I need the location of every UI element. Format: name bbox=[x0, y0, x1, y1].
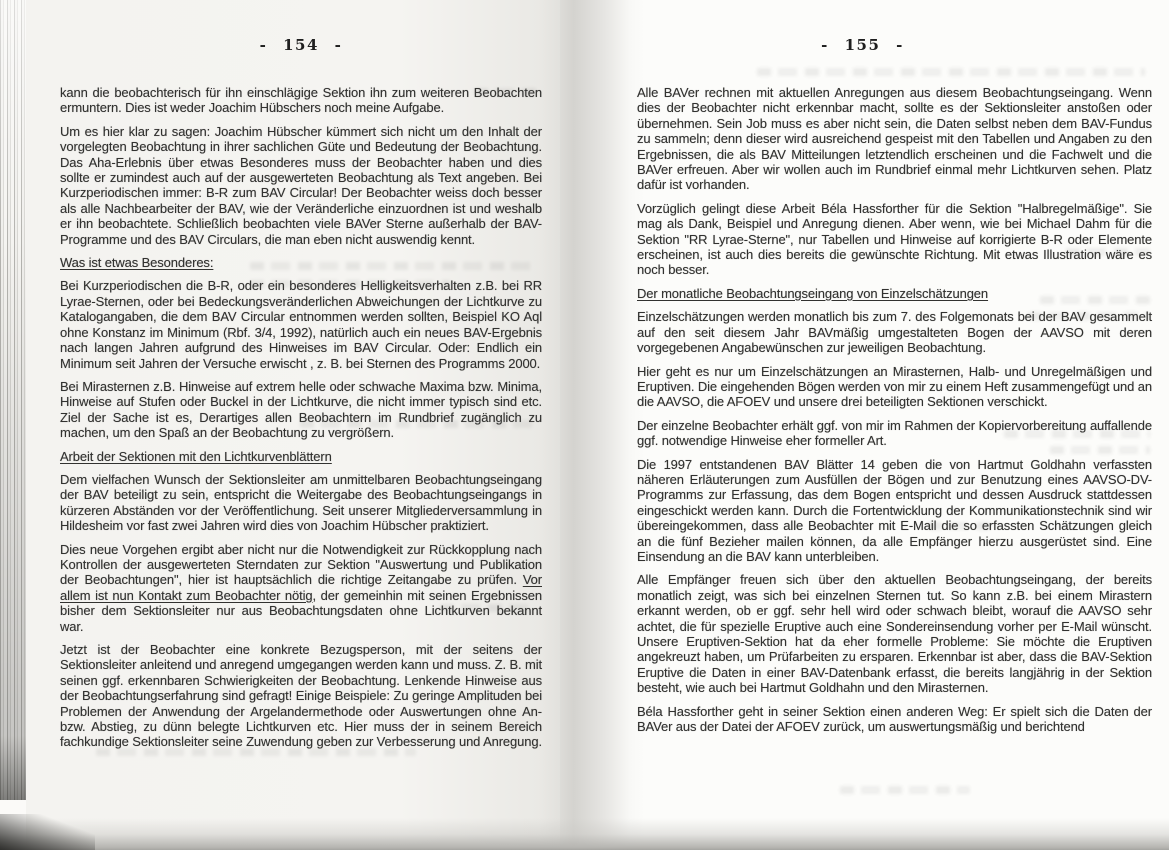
print-bleedthrough bbox=[1028, 312, 1150, 320]
scanner-bottom-shadow bbox=[0, 818, 1169, 850]
underlined-phrase: Vor allem ist nun Kontakt zum Beobachter nötig bbox=[60, 572, 542, 603]
paragraph: Bei Kurzperiodischen die B-R, oder ein besonderes Helligkeitsverhalten z.B. bei RR Lyrae-Sternen, oder bei Bedeckungsveränderlichen Abweichungen der Lichtkurve zu Katalogangaben, die dem BAV Circular entnommen werden sollten, Beispiel KO Aql ohne Konstanz im Minimum (Rbf. 3/4, 1992), natürlich auch ein neues BAV-Ergebnis nach langen Jahren aufgrund des Hinweises im BAV Circular. Oder: Endlich ein Minimum seit Jahren der Versuche erwischt , z. B. bei Sternen des Programms 2000. bbox=[60, 278, 542, 371]
paragraph: Jetzt ist der Beobachter eine konkrete Bezugsperson, mit der seitens der Sektionsleiter anleitend und anregend umgegangen werden kann und muss. Z. B. mit seinen ggf. erkennbaren Schwierigkeiten der Beobachtung. Lenkende Hinweise aus der Beobachtungserfahrung sind gefragt! Einige Beispiele: Zu geringe Amplituden bei Problemen der Anwendung der Argelandermethode oder Auswertungen ohne An- bzw. Abstieg, zu dünn belegte Lichtkurven etc. Hier muss der in seinem Bereich fachkundige Sektionsleiter seine Zuwendung geben zur Verbesserung und Anregung. bbox=[60, 642, 542, 750]
print-bleedthrough bbox=[1050, 446, 1150, 454]
section-heading: Was ist etwas Besonderes: bbox=[60, 255, 214, 271]
print-bleedthrough bbox=[300, 420, 536, 428]
page-edge-stripes bbox=[0, 0, 26, 800]
page-number-155: - 155 - bbox=[821, 36, 904, 54]
print-bleedthrough bbox=[250, 262, 536, 270]
paragraph: Vorzüglich gelingt diese Arbeit Béla Hassforther für die Sektion "Halbregelmäßige". Sie mag als Dank, Beispiel und Anregung dienen. Aber wenn, wie bei Michael Dahm für die Sektion "RR Lyrae-Sterne", nur Tabellen und Hinweise auf korrigierte B-R oder Elemente erscheinen, ist auch dies bereits die gewünschte Richtung. Mit etwas Illustration wäre es noch besser. bbox=[637, 200, 1152, 278]
print-bleedthrough bbox=[1040, 296, 1150, 304]
scanner-corner-shadow bbox=[0, 814, 95, 850]
book-gutter bbox=[560, 0, 645, 850]
print-bleedthrough bbox=[928, 522, 998, 530]
print-bleedthrough bbox=[757, 68, 1145, 76]
paragraph: Dem vielfachen Wunsch der Sektionsleiter am unmittelbaren Beobachtungseingang der BAV beteiligt zu sein, entspricht die Weitergabe des Beobachtungseingangs in kürzeren Abständen vor der Veröffentlichung. Seit unserer Mitgliederversammlung in Hildesheim vor fast zwei Jahren wird dies von Joachim Hübscher praktiziert. bbox=[60, 471, 542, 534]
paragraph: Bei Mirasternen z.B. Hinweise auf extrem helle oder schwache Maxima bzw. Minima, Hinweise auf Stufen oder Buckel in der Lichtkurve, die nicht immer typisch sind etc. Ziel der Sache ist es, Derartiges allen Beobachtern im Rundbrief zugänglich zu machen, um den Spaß an der Beobachtung zu vergrößern. bbox=[60, 378, 542, 441]
print-bleedthrough bbox=[96, 748, 416, 756]
paragraph: Béla Hassforther geht in seiner Sektion einen anderen Weg: Er spielt sich die Daten der BAVer aus der Datei der AFOEV zurück, um auswertungsmäßig und berichtend bbox=[637, 703, 1152, 735]
print-bleedthrough bbox=[1066, 248, 1150, 256]
paragraph-run: , der gemeinhin mit seinen Ergebnissen bisher dem Sektionsleiter nur aus Beobachtungsdaten ohne Lichtkurven bekannt war. bbox=[60, 587, 542, 634]
print-bleedthrough bbox=[840, 786, 970, 794]
print-bleedthrough bbox=[474, 88, 540, 96]
paragraph: Hier geht es nur um Einzelschätzungen an Mirasternen, Halb- und Unregelmäßigen und Eruptiven. Die eingehenden Bögen werden von mir zu einem Heft zusammengefügt und an die AAVSO, die AFOEV und unsere drei beteiligten Sektionen verschickt. bbox=[637, 363, 1152, 410]
paragraph: kann die beobachterisch für ihn einschlägige Sektion ihn zum weiteren Beobachten ermuntern. Dies ist weder Joachim Hübschers noch meine Aufgabe. bbox=[60, 85, 542, 116]
paragraph: Der einzelne Beobachter erhält ggf. von mir im Rahmen der Kopiervorbereitung auffallende ggf. notwendige Hinweise eher formeller Art. bbox=[637, 417, 1152, 449]
page-155-text-column bbox=[637, 85, 1152, 742]
print-bleedthrough bbox=[1004, 430, 1150, 438]
paragraph: Einzelschätzungen werden monatlich bis zum 7. des Folgemonats bei der BAV gesammelt auf den seit diesem Jahr BAVmäßig umgestalteten Bogen der AAVSO mit deren vorgegebenen Angabewünschen zur jeweiligen Beobachtung. bbox=[637, 309, 1152, 356]
paragraph: Alle BAVer rechnen mit aktuellen Anregungen aus diesem Beobachtungseingang. Wenn dies der Beobachter nicht erkennbar macht, sollte es der Sektionsleiter anstoßen oder übernehmen. Sein Job muss es aber nicht sein, die Daten selbst neben dem BAV-Fundus zu sammeln; denn dieser wird ausreichend gespeist mit den Tabellen und Angaben zu den Ergebnissen, die als BAV Mitteilungen letztendlich erscheinen und die Fachwelt und die BAVer erfreuen. Aber wir wollen auch im Rundbrief einmal mehr Lichtkurven sehen. Platz dafür ist vorhanden. bbox=[637, 85, 1152, 193]
print-bleedthrough bbox=[440, 604, 536, 612]
paragraph: Die 1997 entstandenen BAV Blätter 14 geben die von Hartmut Goldhahn verfassten näheren Erläuterungen zum Ausfüllen der Bögen und zur Benutzung eines AAVSO-DV-Programms zur Erfassung, das dem Bogen entspricht und dessen Ausdruck stattdessen eingeschickt werden kann. Durch die Fortentwicklung der Kommunikationstechnik sind wir übereingekommen, dass alle Beobachter mit E-Mail die so erfassten Schätzungen gleich an die fünf Bezieher mailen können, da alle Empfänger hierzu ausgerüstet sind. Eine Einsendung an die BAV kann unterbleiben. bbox=[637, 456, 1152, 564]
section-heading: Der monatliche Beobachtungseingang von Einzelschätzungen bbox=[637, 285, 989, 301]
paragraph bbox=[60, 542, 542, 634]
section-heading: Arbeit der Sektionen mit den Lichtkurvenblättern bbox=[60, 448, 332, 464]
print-bleedthrough bbox=[250, 280, 450, 288]
paragraph: Alle Empfänger freuen sich über den aktuellen Beobachtungseingang, der bereits monatlich zeigt, was sich bei einzelnen Sternen tut. So kann z.B. bei einem Mirastern erkannt werden, ob er ggf. sehr hell wird oder schwach bleibt, worauf die AAVSO sehr achtet, die für spezielle Eruptive auch eine Sondereinsendung vorher per E-Mail wünscht. Unsere Eruptiven-Sektion hat da eher formelle Probleme: Sie möchte die Eruptiven angekreuzt haben, um Prüfarbeiten zu ersparen. Erkennbar ist aber, dass die BAV-Sektion Eruptive die Daten in einer BAV-Datenbank erfasst, die bereits langjährig in der Sektion besteht, wie auch bei Hartmut Goldhahn und den Mirasternen. bbox=[637, 572, 1152, 696]
paragraph: Um es hier klar zu sagen: Joachim Hübscher kümmert sich nicht um den Inhalt der vorgelegten Beobachtung in ihrer sachlichen Güte und Bedeutung der Beobachtung. Das Aha-Erlebnis über etwas Besonderes muss der Beobachter haben und dies sollte er zumindest auch auf der ausgewerteten Beobachtung als Text angeben. Bei Kurzperiodischen immer: B-R zum BAV Circular! Der Beobachter weiss doch besser als alle Nachbearbeiter der BAV, wie der Veränderliche einzuordnen ist und weshalb er ihn beobachtete. Schließlich beobachten viele BAVer Sterne außerhalb der BAV-Programme und des BAV Circulars, die man eben nicht auswendig kennt. bbox=[60, 123, 542, 247]
page-number-154: - 154 - bbox=[259, 36, 343, 54]
paragraph-run: Dies neue Vorgehen ergibt aber nicht nur die Notwendigkeit zur Rückkopplung nach Kontrollen der ausgewerteten Sterndaten zur Sektion "Auswertung und Publikation der Beobachtungen", hier ist hauptsächlich die richtige Zeitangabe zu prüfen. bbox=[60, 541, 542, 588]
